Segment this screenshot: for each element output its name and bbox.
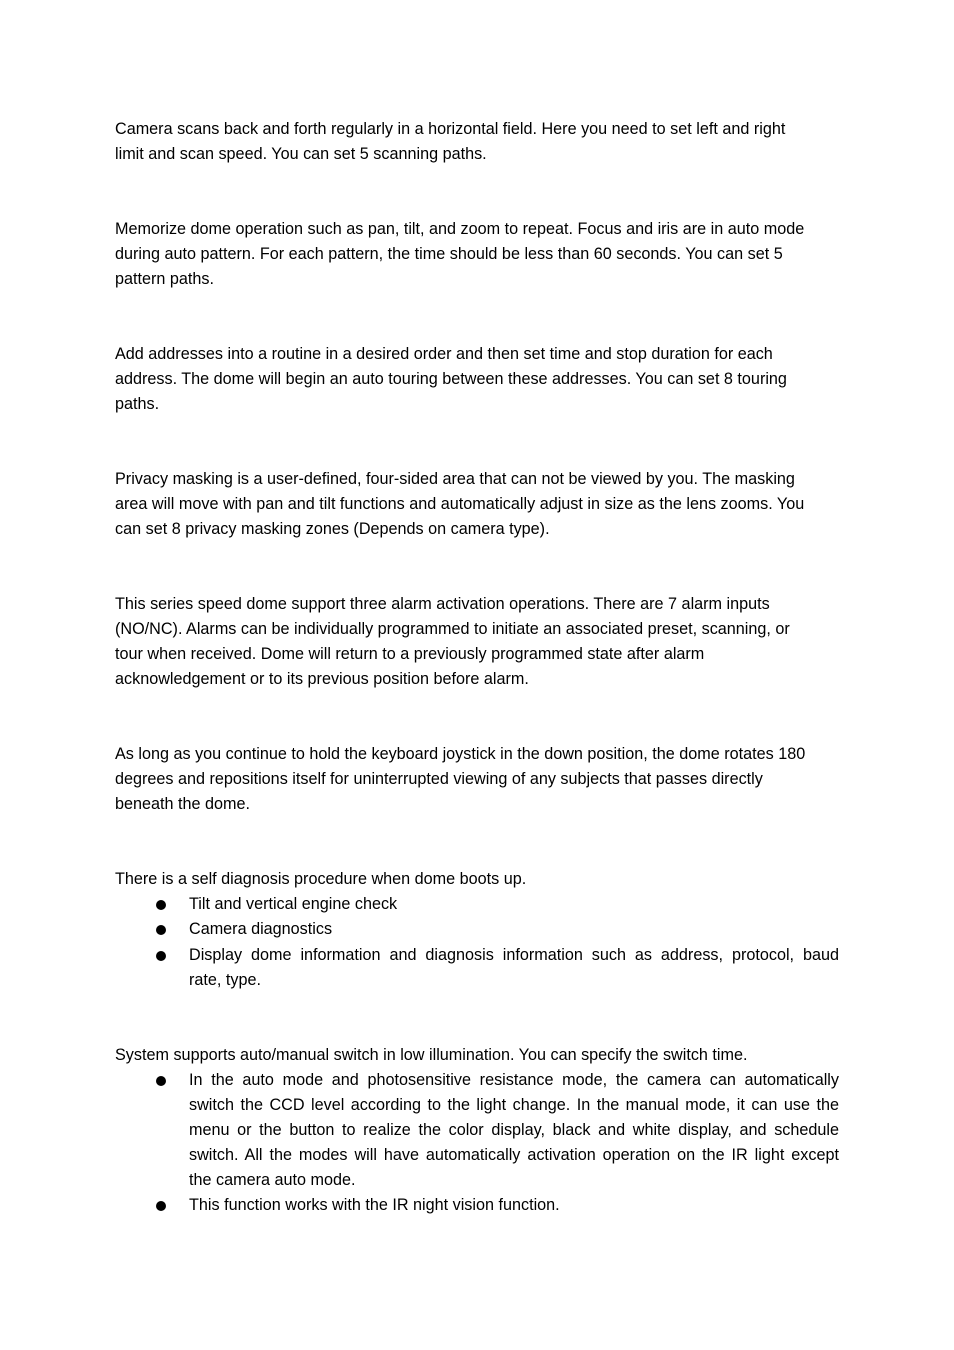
list-item [115, 1193, 839, 1218]
text-line: Tilt and vertical engine check [189, 895, 398, 913]
list-item-text [189, 1193, 839, 1218]
day-night-paragraph [115, 1043, 839, 1068]
bullet-icon [156, 1201, 166, 1211]
pattern-paragraph [115, 217, 839, 292]
text-line: Add addresses into a routine in a desired order and then set time and stop duration for each [115, 345, 773, 363]
list-item [115, 917, 839, 942]
list-item-text [189, 892, 839, 917]
list-item-text [189, 943, 839, 993]
text-line: System supports auto/manual switch in low illumination. You can specify the switch time. [115, 1046, 748, 1064]
text-line: rate, type. [189, 971, 261, 989]
text-line: beneath the dome. [115, 795, 251, 813]
text-line: tour when received. Dome will return to a previously programmed state after alarm [115, 645, 705, 663]
text-line: There is a self diagnosis procedure when dome boots up. [115, 870, 527, 888]
alarm-paragraph [115, 592, 839, 692]
bullet-icon [156, 900, 166, 910]
text-line: area will move with pan and tilt functions and automatically adjust in size as the lens zooms. You [115, 495, 805, 513]
list-item-text [189, 1068, 839, 1193]
text-line: switch. All the modes will have automatically activation operation on the IR light except [189, 1146, 839, 1164]
text-line: Camera diagnostics [189, 920, 333, 938]
text-line: the camera auto mode. [189, 1171, 356, 1189]
text-line: can set 8 privacy masking zones (Depends on camera type). [115, 520, 550, 538]
privacy-masking-paragraph [115, 467, 839, 542]
text-line: Privacy masking is a user-defined, four-sided area that can not be viewed by you. The masking [115, 470, 795, 488]
list-item [115, 1068, 839, 1193]
day-night-list [115, 1068, 839, 1218]
bullet-icon [156, 1076, 166, 1086]
text-line: acknowledgement or to its previous position before alarm. [115, 670, 529, 688]
text-line: As long as you continue to hold the keyboard joystick in the down position, the dome rotates 180 [115, 745, 806, 763]
text-line: Camera scans back and forth regularly in a horizontal field. Here you need to set left and right [115, 120, 786, 138]
text-line: paths. [115, 395, 160, 413]
text-line: during auto pattern. For each pattern, the time should be less than 60 seconds. You can set 5 [115, 245, 783, 263]
text-line: This series speed dome support three alarm activation operations. There are 7 alarm inputs [115, 595, 770, 613]
bullet-icon [156, 951, 166, 961]
self-diagnosis-list [115, 892, 839, 993]
text-line: Memorize dome operation such as pan, tilt, and zoom to repeat. Focus and iris are in auto mode [115, 220, 805, 238]
list-item [115, 943, 839, 993]
text-line: (NO/NC). Alarms can be individually programmed to initiate an associated preset, scanning, or [115, 620, 790, 638]
self-diagnosis-paragraph [115, 867, 839, 892]
text-line: pattern paths. [115, 270, 214, 288]
text-line: In the auto mode and photosensitive resistance mode, the camera can automatically [189, 1071, 839, 1089]
list-item-text [189, 917, 839, 942]
text-line: menu or the button to realize the color display, black and white display, and schedule [189, 1121, 839, 1139]
text-line: degrees and repositions itself for uninterrupted viewing of any subjects that passes directly [115, 770, 763, 788]
list-item [115, 892, 839, 917]
tour-paragraph [115, 342, 839, 417]
scan-paragraph [115, 117, 839, 167]
text-line: limit and scan speed. You can set 5 scanning paths. [115, 145, 487, 163]
auto-flip-paragraph [115, 742, 839, 817]
text-line: This function works with the IR night vision function. [189, 1196, 560, 1214]
bullet-icon [156, 925, 166, 935]
text-line: Display dome information and diagnosis information such as address, protocol, baud [189, 946, 839, 964]
text-line: address. The dome will begin an auto touring between these addresses. You can set 8 touring [115, 370, 787, 388]
text-line: switch the CCD level according to the light change. In the manual mode, it can use the [189, 1096, 839, 1114]
